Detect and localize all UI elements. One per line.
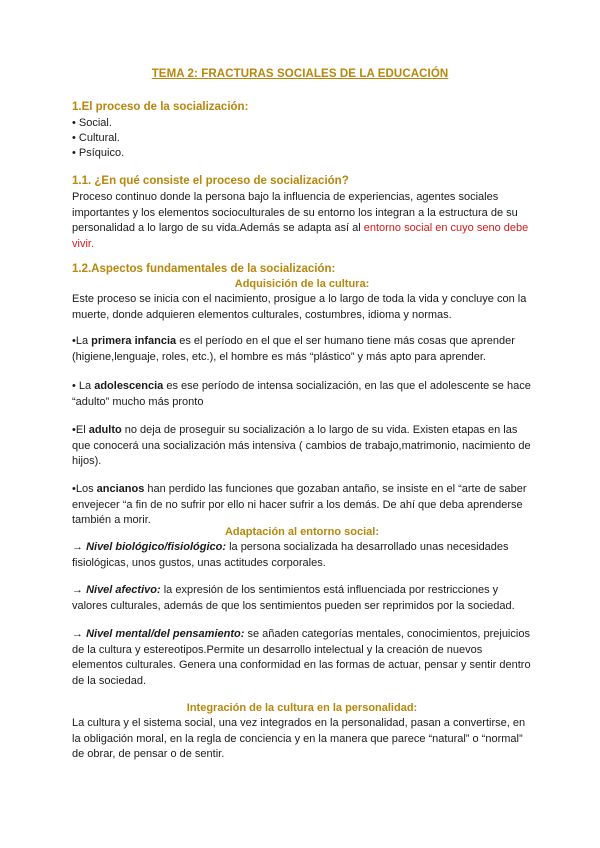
arrow-icon: → xyxy=(72,628,87,640)
adaptation-subheading: Adaptación al entorno social: xyxy=(224,526,380,538)
integration-paragraph: La cultura y el sistema social, una vez integrados en la personalidad, pasan a convertirse, en la obligación moral, en la regla de conciencia y en la manera que parece “natural” o “normal” de obrar, de pensar o de sentir. xyxy=(72,717,526,761)
adolescence-paragraph: • La adolescencia es ese período de intensa socialización, en las que el adolescente se hace “adulto” mucho más pronto xyxy=(72,380,531,408)
list-item: • Cultural. xyxy=(72,132,120,145)
bold-term: Nivel afectivo: xyxy=(86,584,161,596)
mental-level-paragraph: → Nivel mental/del pensamiento: se añaden categorías mentales, conocimientos, prejuicios de la cultura y estereotipos.Permite un desarrollo intelectual y la creación de nuevos elementos culturales. Genera una conformidad en las formas de actuar, pensar y sentir dentro de la sociedad. xyxy=(72,628,531,688)
bold-term: primera infancia xyxy=(91,335,177,347)
socialization-types-list xyxy=(72,116,124,162)
adult-paragraph: •El adulto no deja de proseguir su socialización a lo largo de su vida. Existen etapas en las que conocerá una socialización más intensiva ( cambios de trabajo,matrimonio, nacimiento de hijos). xyxy=(72,424,531,468)
arrow-icon: → xyxy=(72,584,87,596)
document-title: TEMA 2: FRACTURAS SOCIALES DE LA EDUCACIÓN xyxy=(151,68,449,80)
elderly-paragraph: •Los ancianos han perdido las funciones que gozaban antaño, se insiste en el “arte de saber envejecer “a fin de no sufrir por ello ni hacer sufrir a los demás. De ahí que deba aprenderse también a morir. xyxy=(72,483,527,527)
list-item: • Psíquico. xyxy=(72,147,125,160)
biological-level-paragraph: → Nivel biológico/fisiológico: la persona socializada ha desarrollado unas necesidades fisiológicas, unos gustos, unas actitudes corporales. xyxy=(72,541,509,569)
acquisition-subheading: Adquisición de la cultura: xyxy=(234,278,370,290)
integration-subheading: Integración de la cultura en la personalidad: xyxy=(186,702,418,714)
paragraph-text: Proceso continuo donde la persona bajo la influencia de experiencias, agentes sociales importantes y los elementos socioculturales de su entorno los integran a la estructura de su personalidad a lo largo de su vida.Además se adapta así al xyxy=(72,191,518,235)
section-1-1-paragraph xyxy=(72,190,532,253)
bold-term: adulto xyxy=(88,424,122,436)
highlighted-text: entorno social en cuyo seno debe vivir. xyxy=(72,222,529,251)
bold-term: ancianos xyxy=(96,483,145,495)
section-1-1-heading: 1.1. ¿En qué consiste el proceso de socialización? xyxy=(72,175,349,187)
acquisition-paragraph: Este proceso se inicia con el nacimiento, prosigue a lo largo de toda la vida y concluye con la muerte, donde adquieren elementos culturales, costumbres, idioma y normas. xyxy=(72,293,527,321)
bold-term: Nivel biológico/fisiológico: xyxy=(86,541,227,553)
bold-term: adolescencia xyxy=(94,380,164,392)
affective-level-paragraph: → Nivel afectivo: la expresión de los sentimientos está influenciada por restricciones y valores culturales, además de que los sentimientos pueden ser reprimidos por la sociedad. xyxy=(72,584,515,612)
infancy-paragraph: •La primera infancia es el período en el que el ser humano tiene más cosas que aprender (higiene,lenguaje, roles, etc.), el hombre es más “plástico” y más apto para aprender. xyxy=(72,335,515,363)
section-1-2-heading: 1.2.Aspectos fundamentales de la socialización: xyxy=(72,263,336,275)
arrow-icon: → xyxy=(72,541,87,553)
bold-term: Nivel mental/del pensamiento: xyxy=(86,628,245,640)
section-1-heading: 1.El proceso de la socialización: xyxy=(72,101,249,113)
list-item: • Social. xyxy=(72,117,112,129)
